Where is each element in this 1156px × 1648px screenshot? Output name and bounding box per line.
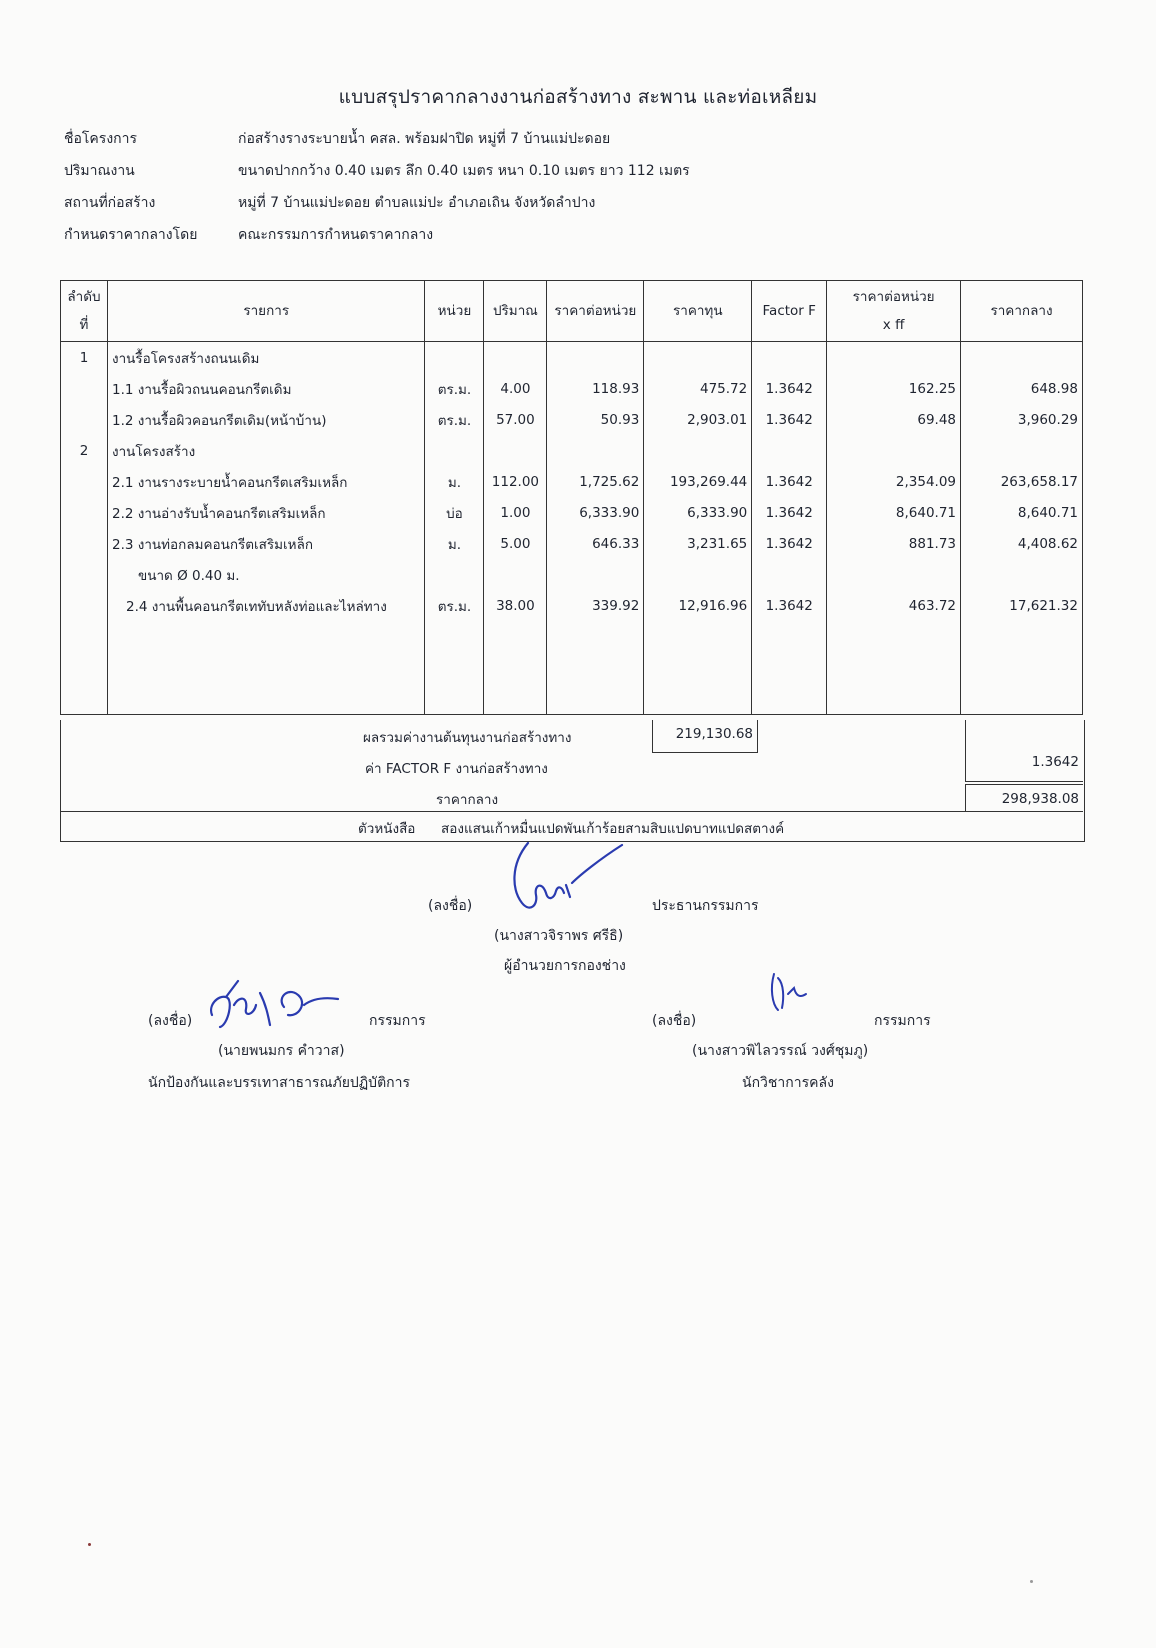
row-item xyxy=(107,683,424,715)
row-qty xyxy=(484,435,547,466)
table-row xyxy=(61,559,1083,590)
row-median xyxy=(961,621,1083,652)
table-header-row xyxy=(61,281,1083,342)
header-unit: หน่วย xyxy=(425,281,484,342)
table-row xyxy=(61,404,1083,435)
row-price-ff xyxy=(827,342,961,374)
row-cost xyxy=(644,652,752,683)
row-item: ขนาด Ø 0.40 ม. xyxy=(107,559,424,590)
header-price-ff-line1: ราคาต่อหน่วย xyxy=(852,289,935,305)
row-unit-price xyxy=(547,652,644,683)
row-item: 2.1 งานรางระบายน้ำคอนกรีตเสริมเหล็ก xyxy=(107,466,424,497)
row-no xyxy=(61,559,108,590)
row-price-ff: 162.25 xyxy=(827,373,961,404)
table-row xyxy=(61,435,1083,466)
row-cost xyxy=(644,435,752,466)
row-factor xyxy=(752,559,827,590)
info-label: สถานที่ก่อสร้าง xyxy=(64,195,156,211)
row-unit-price: 1,725.62 xyxy=(547,466,644,497)
table-row xyxy=(61,466,1083,497)
info-value: คณะกรรมการกำหนดราคากลาง xyxy=(238,227,434,243)
row-qty: 1.00 xyxy=(484,497,547,528)
row-factor: 1.3642 xyxy=(752,528,827,559)
paper-speck xyxy=(88,1543,91,1546)
row-item: 2.2 งานอ่างรับน้ำคอนกรีตเสริมเหล็ก xyxy=(107,497,424,528)
paper-speck xyxy=(1030,1580,1033,1583)
row-unit xyxy=(425,435,484,466)
row-cost: 193,269.44 xyxy=(644,466,752,497)
row-factor: 1.3642 xyxy=(752,590,827,621)
median-value: 298,938.08 xyxy=(965,784,1083,812)
row-item xyxy=(107,652,424,683)
row-qty: 5.00 xyxy=(484,528,547,559)
row-no: 2 xyxy=(61,435,108,466)
row-factor xyxy=(752,621,827,652)
row-median: 263,658.17 xyxy=(961,466,1083,497)
right-sign-label: (ลงชื่อ) xyxy=(652,1013,697,1029)
row-cost: 475.72 xyxy=(644,373,752,404)
row-median xyxy=(961,683,1083,715)
total-cost-label: ผลรวมค่างานต้นทุนงานก่อสร้างทาง xyxy=(363,730,572,746)
row-factor: 1.3642 xyxy=(752,497,827,528)
row-unit-price xyxy=(547,683,644,715)
row-median xyxy=(961,559,1083,590)
row-unit: ม. xyxy=(425,466,484,497)
row-qty xyxy=(484,683,547,715)
row-unit xyxy=(425,621,484,652)
row-unit xyxy=(425,683,484,715)
total-cost-value: 219,130.68 xyxy=(652,720,758,753)
info-quantity xyxy=(64,160,690,182)
chair-position: ผู้อำนวยการกองช่าง xyxy=(504,958,626,974)
row-qty: 4.00 xyxy=(484,373,547,404)
left-role: กรรมการ xyxy=(369,1013,426,1029)
left-sign-label: (ลงชื่อ) xyxy=(148,1013,193,1029)
row-unit xyxy=(425,559,484,590)
row-unit: ตร.ม. xyxy=(425,373,484,404)
row-unit xyxy=(425,342,484,374)
info-project xyxy=(64,128,610,150)
row-unit: ตร.ม. xyxy=(425,590,484,621)
left-position: นักป้องกันและบรรเทาสาธารณภัยปฏิบัติการ xyxy=(148,1075,411,1091)
row-unit-price xyxy=(547,342,644,374)
info-label: ชื่อโครงการ xyxy=(64,131,138,147)
row-median xyxy=(961,342,1083,374)
row-price-ff: 69.48 xyxy=(827,404,961,435)
info-value: หมู่ที่ 7 บ้านแม่ปะดอย ตำบลแม่ปะ อำเภอเถิน จังหวัดลำปาง xyxy=(238,195,596,211)
header-cost: ราคาทุน xyxy=(644,281,752,342)
chair-name: (นางสาวจิราพร ศรีธิ) xyxy=(494,928,624,944)
info-value: ขนาดปากกว้าง 0.40 เมตร ลึก 0.40 เมตร หนา 0.10 เมตร ยาว 112 เมตร xyxy=(238,163,690,179)
row-cost: 3,231.65 xyxy=(644,528,752,559)
row-cost: 12,916.96 xyxy=(644,590,752,621)
row-factor xyxy=(752,435,827,466)
header-qty: ปริมาณ xyxy=(484,281,547,342)
row-item: 2.3 งานท่อกลมคอนกรีตเสริมเหล็ก xyxy=(107,528,424,559)
row-unit-price: 118.93 xyxy=(547,373,644,404)
right-name: (นางสาวพิไลวรรณ์ วงศ์ชุมภู) xyxy=(692,1043,869,1059)
left-name: (นายพนมกร คำวาส) xyxy=(218,1043,345,1059)
table-spacer-row xyxy=(61,683,1083,715)
header-no-line2: ที่ xyxy=(79,317,89,333)
row-item xyxy=(107,621,424,652)
row-factor xyxy=(752,342,827,374)
row-item: งานโครงสร้าง xyxy=(107,435,424,466)
row-factor: 1.3642 xyxy=(752,404,827,435)
factor-label: ค่า FACTOR F งานก่อสร้างทาง xyxy=(365,761,548,777)
row-unit: ม. xyxy=(425,528,484,559)
row-qty xyxy=(484,559,547,590)
row-unit: ตร.ม. xyxy=(425,404,484,435)
row-cost: 6,333.90 xyxy=(644,497,752,528)
row-item: 1.2 งานรื้อผิวคอนกรีตเดิม(หน้าบ้าน) xyxy=(107,404,424,435)
header-price-ff-line2: x ff xyxy=(882,317,905,333)
left-signature-mark xyxy=(204,975,344,1037)
header-unit-price: ราคาต่อหน่วย xyxy=(547,281,644,342)
right-role: กรรมการ xyxy=(874,1013,931,1029)
row-no xyxy=(61,590,108,621)
chair-signature-mark xyxy=(500,835,630,930)
row-unit-price: 6,333.90 xyxy=(547,497,644,528)
factor-value: 1.3642 xyxy=(965,720,1083,782)
right-signature-mark xyxy=(766,968,816,1016)
summary-divider xyxy=(60,811,1083,812)
double-underline xyxy=(965,781,1083,782)
header-no-line1: ลำดับ xyxy=(67,289,101,305)
row-median xyxy=(961,652,1083,683)
info-committee xyxy=(64,224,433,246)
row-median: 648.98 xyxy=(961,373,1083,404)
row-no xyxy=(61,466,108,497)
table-spacer-row xyxy=(61,621,1083,652)
row-no xyxy=(61,652,108,683)
table-row xyxy=(61,590,1083,621)
table-row xyxy=(61,528,1083,559)
header-factor: Factor F xyxy=(752,281,827,342)
row-cost: 2,903.01 xyxy=(644,404,752,435)
chair-role: ประธานกรรมการ xyxy=(652,898,759,914)
row-unit-price xyxy=(547,559,644,590)
row-no: 1 xyxy=(61,342,108,374)
table-row xyxy=(61,373,1083,404)
header-item: รายการ xyxy=(107,281,424,342)
words-label: ตัวหนังสือ xyxy=(358,821,416,837)
row-qty xyxy=(484,342,547,374)
row-price-ff: 8,640.71 xyxy=(827,497,961,528)
row-factor: 1.3642 xyxy=(752,373,827,404)
row-cost xyxy=(644,342,752,374)
row-qty: 112.00 xyxy=(484,466,547,497)
row-price-ff: 463.72 xyxy=(827,590,961,621)
info-location xyxy=(64,192,595,214)
header-median: ราคากลาง xyxy=(961,281,1083,342)
row-unit-price: 50.93 xyxy=(547,404,644,435)
row-no xyxy=(61,373,108,404)
info-label: กำหนดราคากลางโดย xyxy=(64,227,198,243)
row-qty xyxy=(484,621,547,652)
row-median: 3,960.29 xyxy=(961,404,1083,435)
row-unit xyxy=(425,652,484,683)
chair-sign-label: (ลงชื่อ) xyxy=(428,898,473,914)
row-qty: 57.00 xyxy=(484,404,547,435)
header-no xyxy=(61,281,108,342)
row-qty xyxy=(484,652,547,683)
document-title: แบบสรุปราคากลางงานก่อสร้างทาง สะพาน และท่อเหลียม xyxy=(338,86,818,108)
row-price-ff xyxy=(827,621,961,652)
row-no xyxy=(61,528,108,559)
row-unit-price: 646.33 xyxy=(547,528,644,559)
info-value: ก่อสร้างรางระบายน้ำ คสล. พร้อมฝาปิด หมู่ที่ 7 บ้านแม่ปะดอย xyxy=(238,131,611,147)
row-item: 2.4 งานพื้นคอนกรีตเททับหลังท่อและไหล่ทาง xyxy=(107,590,424,621)
row-median: 17,621.32 xyxy=(961,590,1083,621)
price-table xyxy=(60,280,1083,715)
info-label: ปริมาณงาน xyxy=(64,163,135,179)
row-price-ff: 2,354.09 xyxy=(827,466,961,497)
words-value: สองแสนเก้าหมื่นแปดพันเก้าร้อยสามสิบแปดบาทแปดสตางค์ xyxy=(441,821,785,837)
row-unit-price: 339.92 xyxy=(547,590,644,621)
row-factor xyxy=(752,652,827,683)
row-price-ff xyxy=(827,559,961,590)
row-price-ff xyxy=(827,652,961,683)
row-cost xyxy=(644,559,752,590)
row-no xyxy=(61,683,108,715)
header-price-ff xyxy=(827,281,961,342)
row-factor: 1.3642 xyxy=(752,466,827,497)
row-median xyxy=(961,435,1083,466)
row-unit-price xyxy=(547,621,644,652)
row-median: 8,640.71 xyxy=(961,497,1083,528)
median-label: ราคากลาง xyxy=(436,792,499,808)
right-position: นักวิชาการคลัง xyxy=(742,1075,834,1091)
row-price-ff xyxy=(827,683,961,715)
row-qty: 38.00 xyxy=(484,590,547,621)
table-row xyxy=(61,342,1083,374)
table-row xyxy=(61,497,1083,528)
row-unit-price xyxy=(547,435,644,466)
row-cost xyxy=(644,683,752,715)
row-no xyxy=(61,621,108,652)
row-factor xyxy=(752,683,827,715)
table-spacer-row xyxy=(61,652,1083,683)
row-price-ff xyxy=(827,435,961,466)
table-body xyxy=(61,342,1083,715)
row-no xyxy=(61,497,108,528)
row-median: 4,408.62 xyxy=(961,528,1083,559)
row-item: งานรื้อโครงสร้างถนนเดิม xyxy=(107,342,424,374)
row-cost xyxy=(644,621,752,652)
row-no xyxy=(61,404,108,435)
row-unit: บ่อ xyxy=(425,497,484,528)
row-item: 1.1 งานรื้อผิวถนนคอนกรีตเดิม xyxy=(107,373,424,404)
row-price-ff: 881.73 xyxy=(827,528,961,559)
